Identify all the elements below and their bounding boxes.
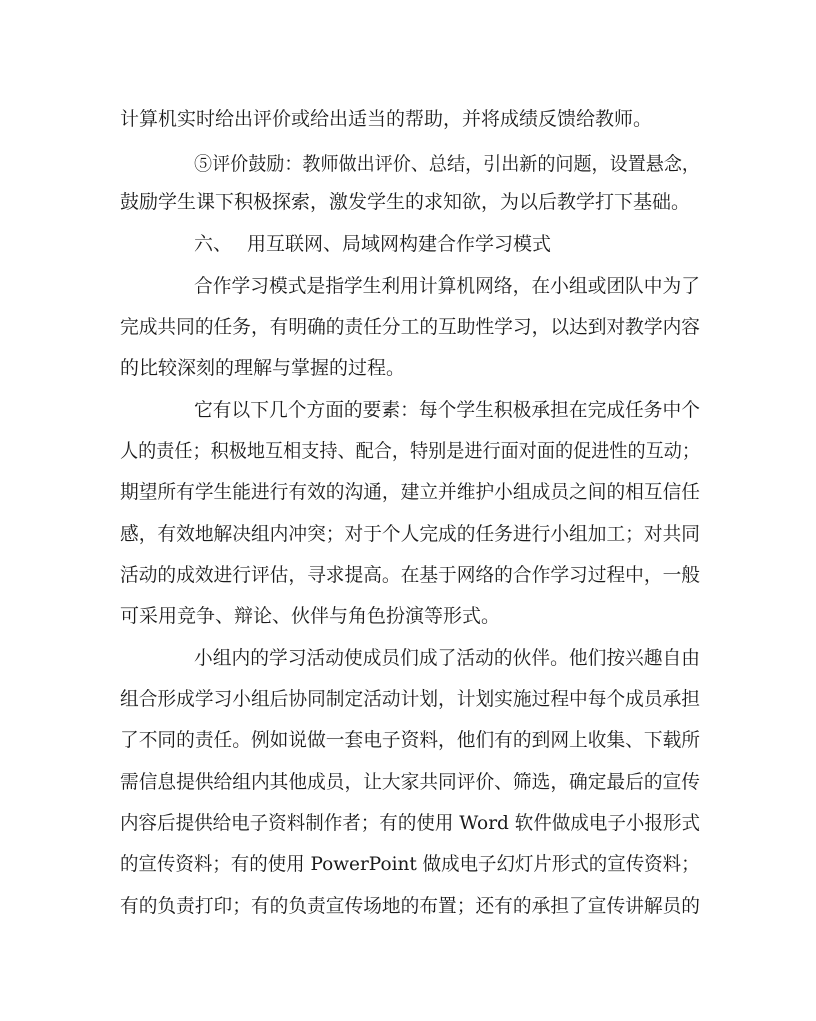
text-line <box>0 684 816 714</box>
line-text: 了不同的责任。例如说做一套电子资料，他们有的到网上收集、下载所 <box>120 729 701 751</box>
paragraph-line <box>0 271 816 301</box>
section-title: 用互联网、局域网构建合作学习模式 <box>247 233 552 255</box>
section-heading <box>0 229 816 259</box>
line-text: 小组内的学习活动使成员们成了活动的伙伴。他们按兴趣自由 <box>194 647 701 669</box>
line-text: 可采用竞争、辩论、伙伴与角色扮演等形式。 <box>120 605 501 627</box>
line-text: 活动的成效进行评估，寻求提高。在基于网络的合作学习过程中，一般 <box>120 564 701 586</box>
line-text: 鼓励学生课下积极探索，激发学生的求知欲，为以后教学打下基础。 <box>120 191 691 213</box>
line-text: 感，有效地解决组内冲突；对于个人完成的任务进行小组加工；对共同 <box>120 523 701 545</box>
text-line <box>0 601 816 631</box>
line-text: ⑤评价鼓励：教师做出评价、总结，引出新的问题，设置悬念， <box>194 153 701 175</box>
text-line <box>0 477 816 507</box>
text-line <box>0 353 816 383</box>
text-line <box>0 519 816 549</box>
text-line <box>0 849 816 879</box>
text-line <box>0 808 816 838</box>
line-text: 合作学习模式是指学生利用计算机网络，在小组或团队中为了 <box>194 275 701 297</box>
text-line <box>0 725 816 755</box>
line-text: 有的负责打印；有的负责宣传场地的布置；还有的承担了宣传讲解员的 <box>120 895 701 917</box>
section-number: 六、 <box>194 233 233 255</box>
paragraph-line <box>0 149 816 179</box>
line-text: 的宣传资料；有的使用 PowerPoint 做成电子幻灯片形式的宣传资料； <box>120 853 700 875</box>
line-text: 内容后提供给电子资料制作者；有的使用 Word 软件做成电子小报形式 <box>120 812 701 834</box>
line-text: 期望所有学生能进行有效的沟通，建立并维护小组成员之间的相互信任 <box>120 481 701 503</box>
line-text: 计算机实时给出评价或给出适当的帮助，并将成绩反馈给教师。 <box>120 108 653 130</box>
text-line <box>0 104 816 134</box>
line-text: 它有以下几个方面的要素：每个学生积极承担在完成任务中个 <box>194 399 701 421</box>
line-text: 完成共同的任务，有明确的责任分工的互助性学习，以达到对教学内容 <box>120 316 701 338</box>
text-line <box>0 187 816 217</box>
text-line <box>0 560 816 590</box>
line-text: 组合形成学习小组后协同制定活动计划，计划实施过程中每个成员承担 <box>120 688 701 710</box>
text-line <box>0 312 816 342</box>
text-line <box>0 767 816 797</box>
line-text: 需信息提供给组内其他成员，让大家共同评价、筛选，确定最后的宣传 <box>120 771 701 793</box>
line-text: 人的责任；积极地互相支持、配合，特别是进行面对面的促进性的互动； <box>120 440 700 462</box>
paragraph-line <box>0 643 816 673</box>
text-line <box>0 891 816 921</box>
paragraph-line <box>0 395 816 425</box>
line-text: 的比较深刻的理解与掌握的过程。 <box>120 357 406 379</box>
text-line <box>0 436 816 466</box>
